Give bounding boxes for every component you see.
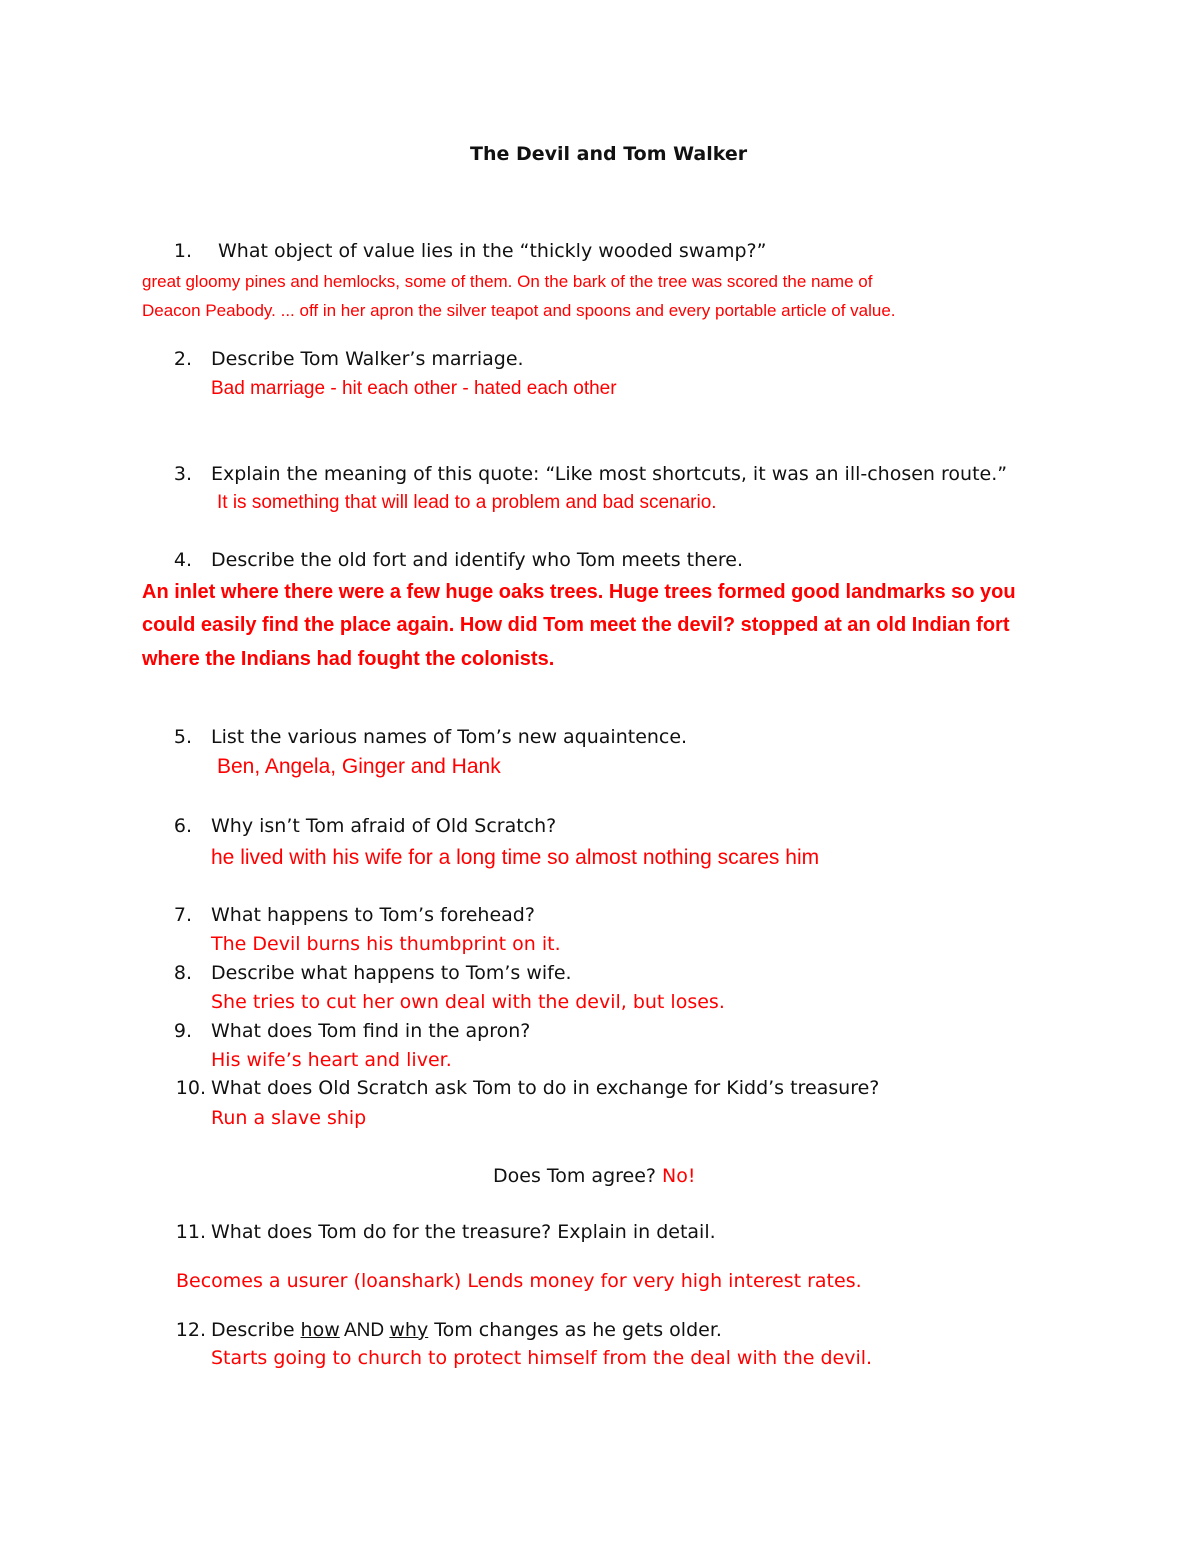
question-number: 1. <box>173 240 192 262</box>
question-number: 12. <box>175 1319 206 1341</box>
answer-text: great gloomy pines and hemlocks, some of them. On the bark of the tree was scored the name of <box>142 272 873 291</box>
question-text: List the various names of Tom’s new aquaintence. <box>211 726 688 748</box>
question-number: 10. <box>175 1077 206 1099</box>
question-number: 6. <box>173 815 192 837</box>
question-text: Describe what happens to Tom’s wife. <box>211 962 572 984</box>
followup-question <box>493 1166 696 1188</box>
answer-text: could easily find the place again. How did Tom meet the devil? stopped at an old Indian fort <box>142 614 1010 636</box>
answer-text: where the Indians had fought the colonists. <box>142 648 555 670</box>
followup-question-text: Does Tom agree? <box>493 1165 663 1187</box>
question-part: Tom changes as he gets older. <box>428 1319 722 1341</box>
question-text <box>211 1320 722 1342</box>
underlined-word-why: why <box>389 1319 429 1341</box>
answer-text: Becomes a usurer (loanshark) Lends money for very high interest rates. <box>176 1270 862 1292</box>
underlined-word-how: how <box>300 1319 340 1341</box>
question-text: What object of value lies in the “thickly wooded swamp?” <box>218 240 767 262</box>
question-text: What does Tom do for the treasure? Explain in detail. <box>211 1221 716 1243</box>
answer-text: Starts going to church to protect himself from the deal with the devil. <box>211 1347 873 1369</box>
question-number: 9. <box>173 1020 192 1042</box>
question-text: Describe the old fort and identify who Tom meets there. <box>211 549 743 571</box>
followup-answer: No! <box>662 1165 696 1187</box>
question-text: Why isn’t Tom afraid of Old Scratch? <box>211 815 557 837</box>
answer-text: She tries to cut her own deal with the devil, but loses. <box>211 991 725 1013</box>
answer-text: His wife’s heart and liver. <box>211 1049 452 1071</box>
question-number: 2. <box>173 348 192 370</box>
answer-text: It is something that will lead to a problem and bad scenario. <box>217 492 717 513</box>
question-number: 11. <box>175 1221 206 1243</box>
question-text: What happens to Tom’s forehead? <box>211 904 535 926</box>
answer-text: Deacon Peabody. ... off in her apron the silver teapot and spoons and every portable article of value. <box>142 301 896 320</box>
question-part: AND <box>339 1320 390 1341</box>
answer-text: Run a slave ship <box>211 1107 367 1129</box>
question-text: What does Tom find in the apron? <box>211 1020 531 1042</box>
answer-text: Ben, Angela, Ginger and Hank <box>217 755 501 778</box>
question-text: Describe Tom Walker’s marriage. <box>211 348 524 370</box>
question-text: Explain the meaning of this quote: “Like most shortcuts, it was an ill-chosen route.” <box>211 463 1008 485</box>
answer-text: The Devil burns his thumbprint on it. <box>211 933 561 955</box>
question-number: 4. <box>173 549 192 571</box>
answer-text: An inlet where there were a few huge oaks trees. Huge trees formed good landmarks so you <box>142 581 1016 603</box>
page-title: The Devil and Tom Walker <box>470 143 748 165</box>
question-text: What does Old Scratch ask Tom to do in exchange for Kidd’s treasure? <box>211 1077 880 1099</box>
question-number: 3. <box>173 463 192 485</box>
answer-text: he lived with his wife for a long time so almost nothing scares him <box>211 846 820 869</box>
question-number: 7. <box>173 904 192 926</box>
answer-text: Bad marriage - hit each other - hated each other <box>211 378 617 399</box>
question-part: Describe <box>211 1319 301 1341</box>
question-number: 8. <box>173 962 192 984</box>
question-number: 5. <box>173 726 192 748</box>
